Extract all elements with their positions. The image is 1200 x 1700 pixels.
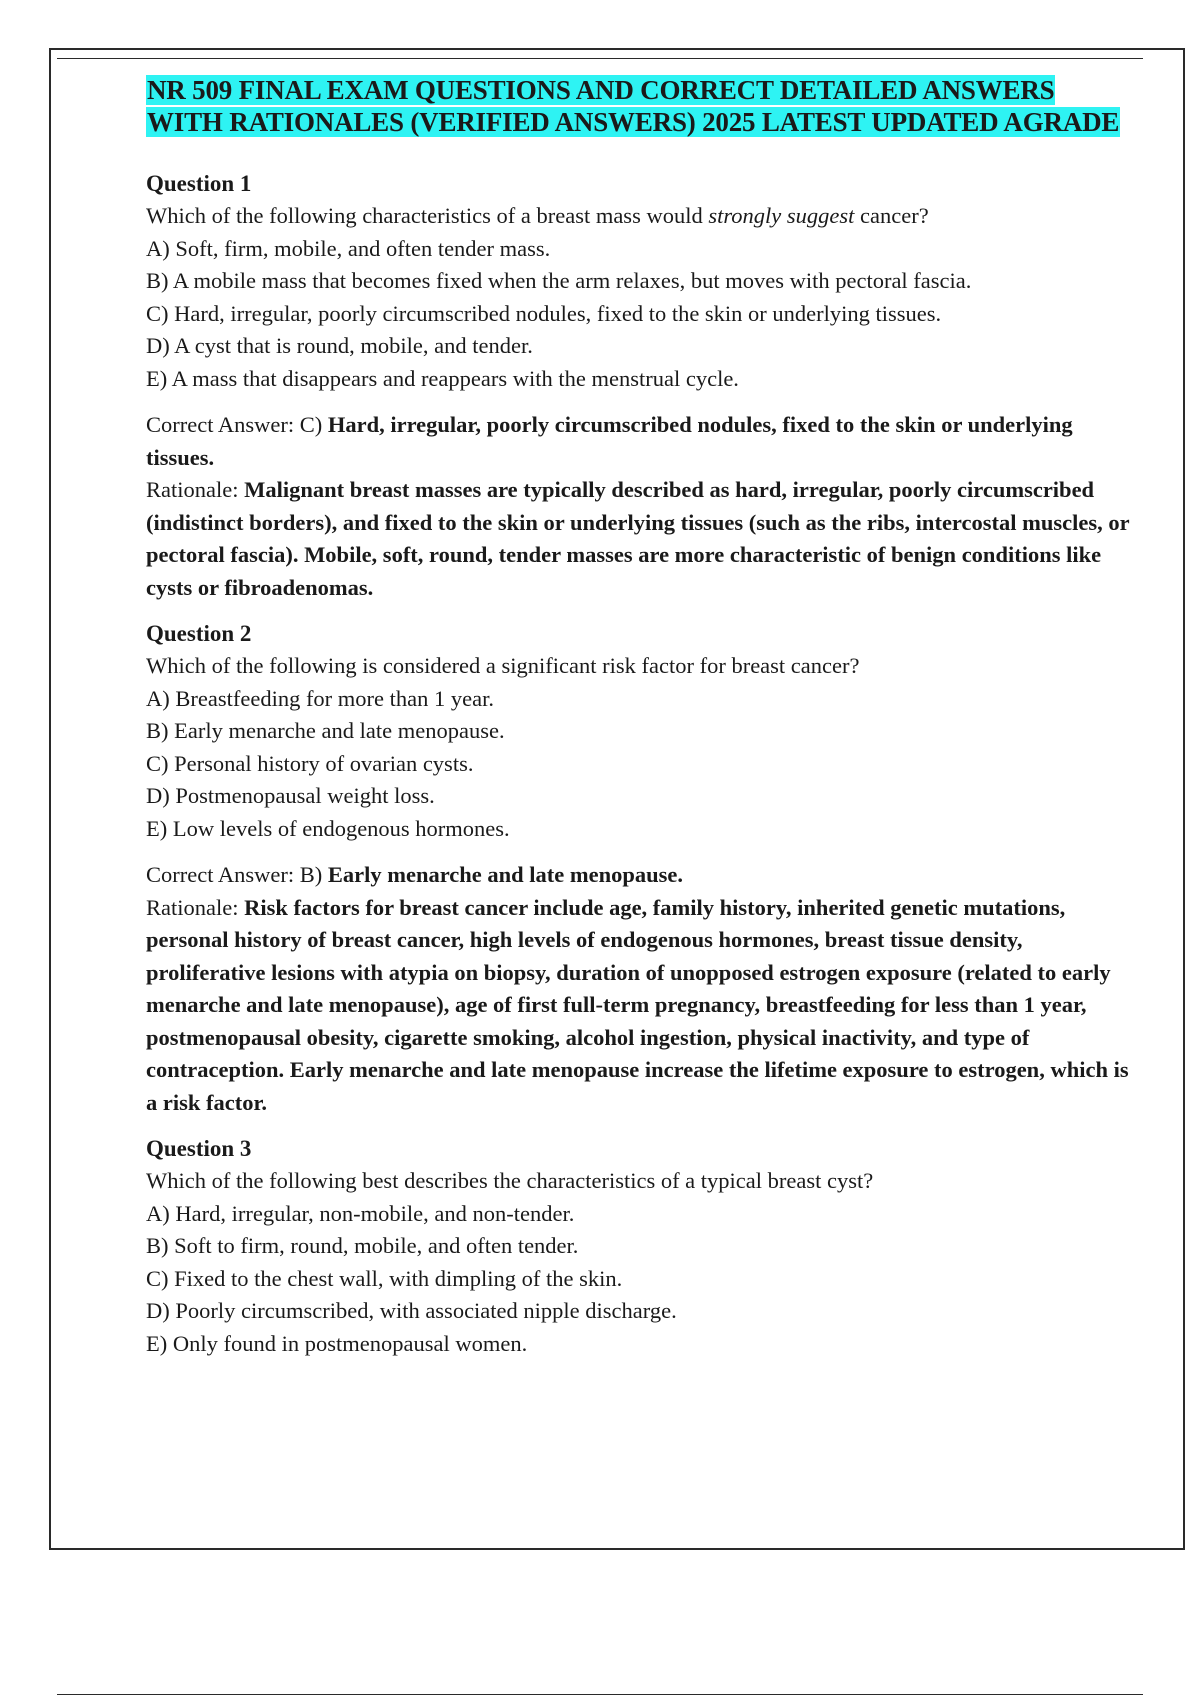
document-title <box>146 74 1136 138</box>
rationale <box>146 892 1136 1120</box>
option-e: E) Only found in postmenopausal women. <box>146 1330 528 1356</box>
option-c: C) Fixed to the chest wall, with dimpling of the skin. <box>146 1265 623 1291</box>
option-a: A) Breastfeeding for more than 1 year. <box>146 685 494 711</box>
question-text-emphasis: strongly suggest <box>708 203 855 228</box>
question-heading: Question 2 <box>146 621 252 646</box>
rationale-text: Malignant breast masses are typically described as hard, irregular, poorly circumscribed (indistinct borders), and fixed to the skin or underlying tissues (such as the ribs, intercostal muscles, or pectoral fascia). Mobile, soft, round, tender masses are more characteristic of benign conditions like cysts or fibroadenomas. <box>146 477 1130 600</box>
question-text: Which of the following is considered a significant risk factor for breast cancer? <box>146 653 860 678</box>
option-a: A) Soft, firm, mobile, and often tender mass. <box>146 235 551 261</box>
option-d: D) A cyst that is round, mobile, and tender. <box>146 333 533 358</box>
spacer <box>146 1119 1136 1133</box>
rationale-label: Rationale: <box>146 894 245 920</box>
document-content <box>146 74 1136 1374</box>
option-b: B) A mobile mass that becomes fixed when the arm relaxes, but moves with pectoral fascia. <box>146 268 972 293</box>
rationale-label: Rationale: <box>146 477 245 502</box>
option-d: D) Poorly circumscribed, with associated nipple discharge. <box>146 1298 677 1323</box>
question-text-end: cancer? <box>854 203 929 228</box>
option-e: E) A mass that disappears and reappears with the menstrual cycle. <box>146 365 739 391</box>
question-text: Which of the following best describes the characteristics of a typical breast cyst? <box>146 1168 874 1193</box>
spacer <box>146 604 1136 618</box>
options-list <box>146 233 1136 396</box>
option-c: C) Hard, irregular, poorly circumscribed nodules, fixed to the skin or underlying tissues. <box>146 300 942 326</box>
question-heading: Question 3 <box>146 1136 252 1161</box>
answer-label: Correct Answer: C) <box>146 412 328 437</box>
question-heading: Question 1 <box>146 171 252 196</box>
option-a: A) Hard, irregular, non-mobile, and non-tender. <box>146 1200 575 1226</box>
options-list <box>146 683 1136 846</box>
question-2 <box>146 618 1136 1133</box>
answer-label: Correct Answer: B) <box>146 862 328 887</box>
header-rule <box>57 58 1143 59</box>
footer-rule <box>57 1694 1143 1695</box>
rationale-text: Risk factors for breast cancer include age, family history, inherited genetic mutations, personal history of breast cancer, high levels of endogenous hormones, breast tissue density, proliferative lesions with atypia on biopsy, duration of unopposed estrogen exposure (related to early menarche and late menopause), age of first full-term pregnancy, breastfeeding for less than 1 year, postmenopausal obesity, cigarette smoking, alcohol ingestion, physical inactivity, and type of contraception. Early menarche and late menopause increase the lifetime exposure to estrogen, which is a risk factor. <box>146 894 1129 1115</box>
question-3 <box>146 1133 1136 1360</box>
question-text-start: Which of the following characteristics of a breast mass would <box>146 203 709 228</box>
option-e: E) Low levels of endogenous hormones. <box>146 815 510 841</box>
option-c: C) Personal history of ovarian cysts. <box>146 750 474 776</box>
option-b: B) Soft to firm, round, mobile, and often tender. <box>146 1233 579 1258</box>
options-list <box>146 1198 1136 1361</box>
question-text <box>146 200 1136 233</box>
option-d: D) Postmenopausal weight loss. <box>146 783 435 808</box>
question-1 <box>146 168 1136 618</box>
page-frame <box>49 48 1185 1550</box>
correct-answer <box>146 859 1136 892</box>
rationale <box>146 474 1136 604</box>
correct-answer <box>146 409 1136 474</box>
answer-text: Early menarche and late menopause. <box>327 862 684 887</box>
option-b: B) Early menarche and late menopause. <box>146 718 505 743</box>
answer-text: Hard, irregular, poorly circumscribed nodules, fixed to the skin or underlying tissues. <box>146 412 1073 470</box>
title-highlight: NR 509 FINAL EXAM QUESTIONS AND CORRECT DETAILED ANSWERS WITH RATIONALES (VERIFIED ANSWERS) 2025 LATEST UPDATED AGRADE <box>147 75 1120 137</box>
